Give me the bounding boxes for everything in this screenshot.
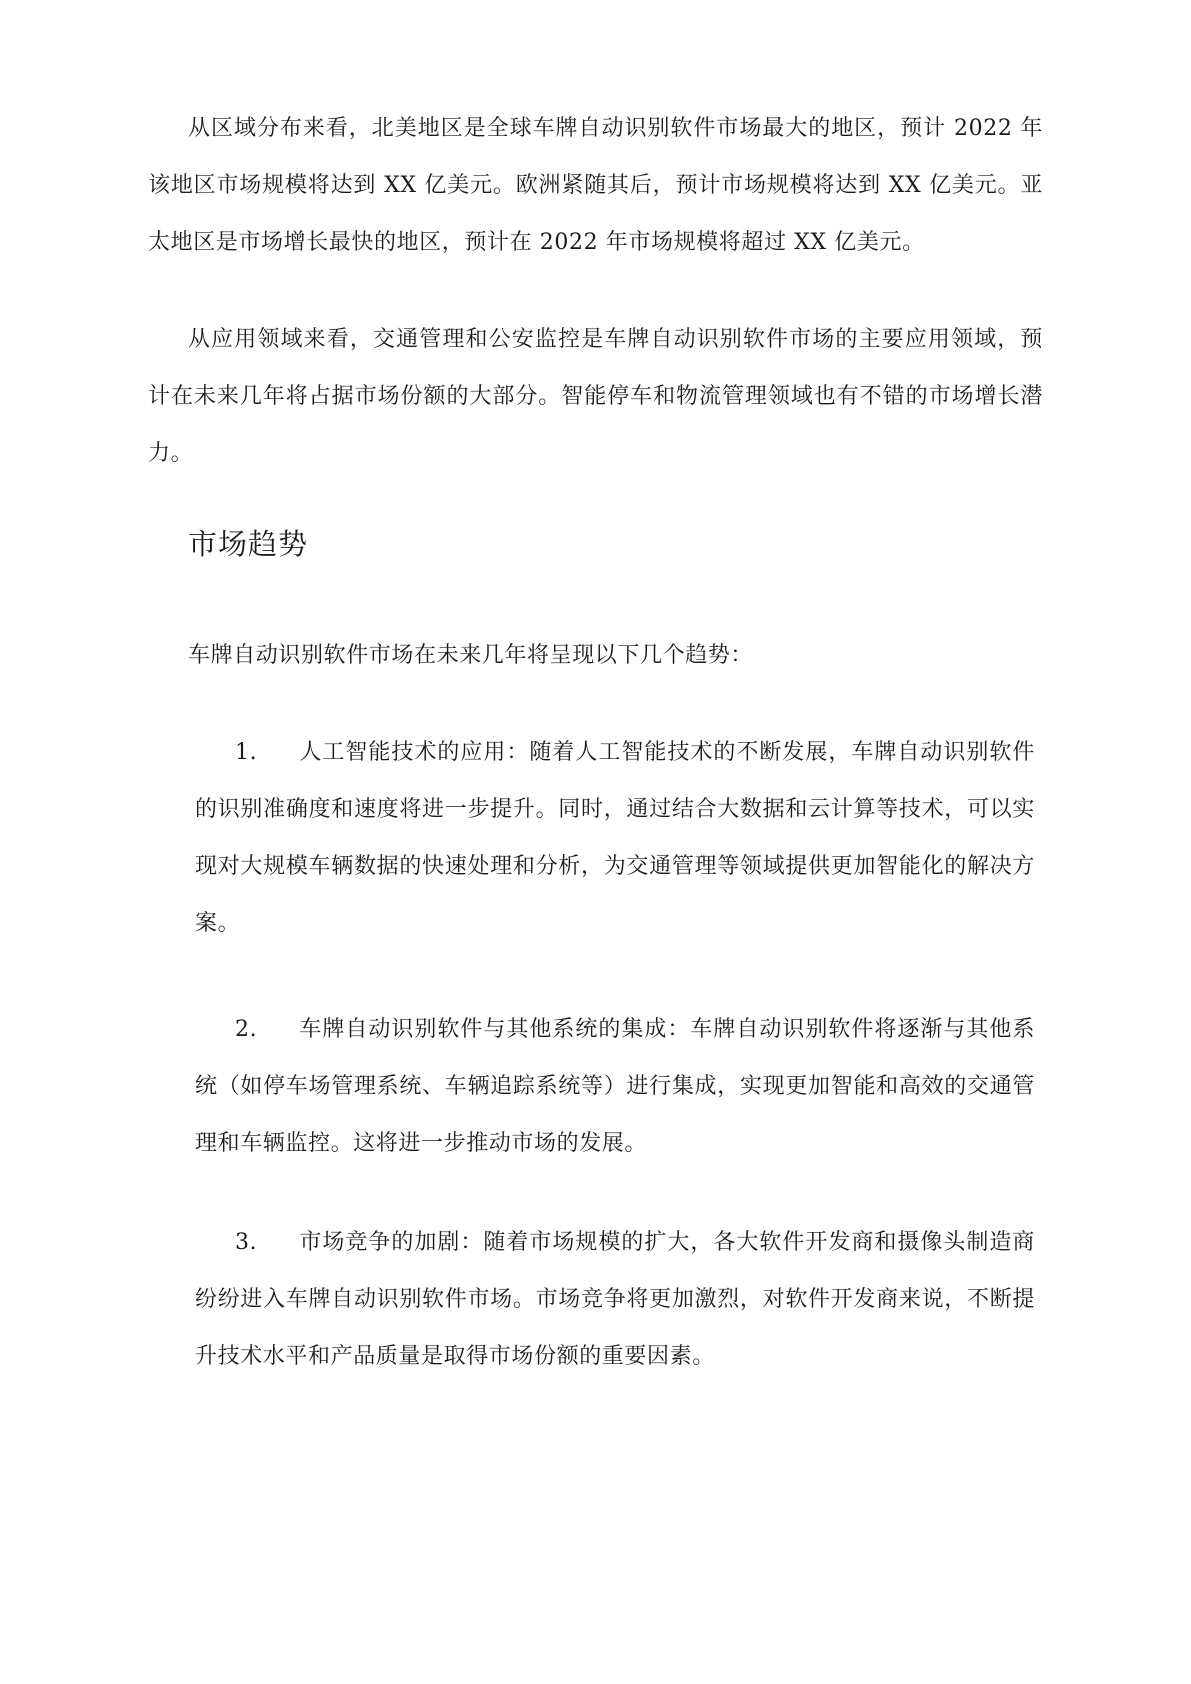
paragraph-regional-distribution: 从区域分布来看，北美地区是全球车牌自动识别软件市场最大的地区，预计 2022 年该地区市场规模将达到 XX 亿美元。欧洲紧随其后，预计市场规模将达到 XX 亿美元。亚太地区是市场增长最快的地区，预计在 2022 年市场规模将超过 XX 亿美元。 bbox=[148, 116, 1043, 255]
list-item bbox=[195, 724, 1035, 952]
paragraph-application-fields: 从应用领域来看，交通管理和公安监控是车牌自动识别软件市场的主要应用领域，预计在未来几年将占据市场份额的大部分。智能停车和物流管理领域也有不错的市场增长潜力。 bbox=[148, 327, 1043, 466]
list-item-number: 2. bbox=[235, 1017, 258, 1042]
section-heading: 市场趋势 bbox=[188, 527, 309, 561]
list-item bbox=[195, 1214, 1035, 1385]
list-item-number: 3. bbox=[235, 1230, 258, 1255]
list-item-text: 人工智能技术的应用：随着人工智能技术的不断发展，车牌自动识别软件的识别准确度和速度将进一步提升。同时，通过结合大数据和云计算等技术，可以实现对大规模车辆数据的快速处理和分析，为交通管理等领域提供更加智能化的解决方案。 bbox=[195, 740, 1035, 936]
list-item-number: 1. bbox=[235, 740, 258, 765]
list-item-text: 车牌自动识别软件与其他系统的集成：车牌自动识别软件将逐渐与其他系统（如停车场管理系统、车辆追踪系统等）进行集成，实现更加智能和高效的交通管理和车辆监控。这将进一步推动市场的发展。 bbox=[195, 1017, 1035, 1156]
list-item-text: 市场竞争的加剧：随着市场规模的扩大，各大软件开发商和摄像头制造商纷纷进入车牌自动识别软件市场。市场竞争将更加激烈，对软件开发商来说，不断提升技术水平和产品质量是取得市场份额的重要因素。 bbox=[195, 1230, 1035, 1369]
list-item bbox=[195, 1001, 1035, 1172]
trends-intro: 车牌自动识别软件市场在未来几年将呈现以下几个趋势： bbox=[188, 643, 754, 668]
